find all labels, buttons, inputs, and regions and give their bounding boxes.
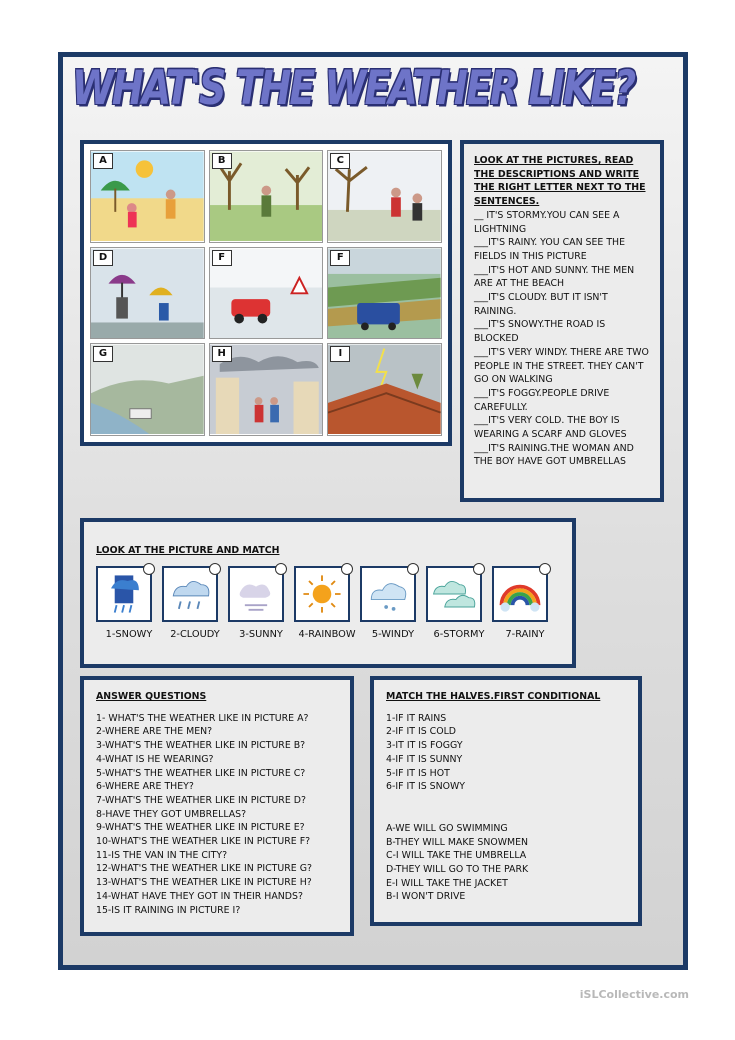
weather-label: 5-WINDY (371, 629, 415, 640)
instruction-item: ___IT'S FOGGY.PEOPLE DRIVE CAREFULLY. (474, 387, 610, 413)
answer-questions-panel (80, 676, 354, 936)
instruction-item: ___IT'S RAINY. YOU CAN SEE THE FIELDS IN THIS PICTURE (474, 237, 626, 262)
sun-icon (294, 566, 350, 622)
weather-label: 4-RAINBOW (298, 629, 356, 640)
answer-circle[interactable] (539, 563, 551, 575)
answer-circle[interactable] (209, 563, 221, 575)
picture-letter: I (330, 346, 350, 362)
instruction-item: ___IT'S CLOUDY. BUT IT ISN'T RAINING. (474, 292, 608, 317)
picture-b (209, 150, 324, 243)
question-item: 15-IS IT RAINING IN PICTURE I? (96, 904, 241, 916)
halves-heading: MATCH THE HALVES.FIRST CONDITIONAL (386, 691, 601, 702)
weather-label: 1-SNOWY (105, 629, 153, 640)
question-item: 1- WHAT'S THE WEATHER LIKE IN PICTURE A? (96, 712, 309, 724)
answer-heading: ANSWER QUESTIONS (96, 691, 207, 702)
weather-label: 6-STORMY (433, 629, 485, 640)
question-item: 12-WHAT'S THE WEATHER LIKE IN PICTURE G? (96, 863, 312, 875)
question-item: 14-WHAT HAVE THEY GOT IN THEIR HANDS? (96, 890, 303, 902)
question-item: 5-WHAT'S THE WEATHER LIKE IN PICTURE C? (96, 767, 306, 779)
worksheet-title: WHAT'S THE WEATHER LIKE? (72, 60, 635, 115)
picture-c (327, 150, 442, 243)
question-item: 2-WHERE ARE THE MEN? (96, 726, 213, 738)
picture-letter: F (212, 250, 232, 266)
weather-label: 2-CLOUDY (170, 629, 220, 640)
weather-label: 3-SUNNY (239, 629, 283, 640)
rainbow-icon (492, 566, 548, 622)
picture-f (327, 247, 442, 340)
cloud-icon (360, 566, 416, 622)
question-item: 10-WHAT'S THE WEATHER LIKE IN PICTURE F? (96, 836, 311, 848)
picture-letter: G (93, 346, 113, 362)
instruction-item: __ IT'S STORMY.YOU CAN SEE A LIGHTNING (474, 209, 620, 235)
picture-a (90, 150, 205, 243)
question-item: 13-WHAT'S THE WEATHER LIKE IN PICTURE H? (96, 877, 312, 889)
picture-letter: A (93, 153, 113, 169)
match-halves-panel (370, 676, 642, 926)
instructions-panel (460, 140, 664, 502)
match-panel (80, 518, 576, 668)
weather-label: 7-RAINY (505, 629, 545, 640)
picture-grid (90, 150, 442, 436)
second-half-item: A-WE WILL GO SWIMMING (386, 822, 508, 834)
picture-letter: B (212, 153, 232, 169)
picture-letter: H (212, 346, 232, 362)
instruction-item: ___IT'S HOT AND SUNNY. THE MEN ARE AT THE BEACH (474, 264, 635, 290)
question-item: 11-IS THE VAN IN THE CITY? (96, 849, 228, 861)
picture-i (327, 343, 442, 436)
weather-icon-row (96, 566, 548, 622)
first-half-item: 2-IF IT IS COLD (386, 726, 457, 738)
answer-circle[interactable] (275, 563, 287, 575)
picture-e (209, 247, 324, 340)
watermark: iSLCollective.com (579, 988, 689, 1001)
picture-d (90, 247, 205, 340)
second-half-item: E-I WILL TAKE THE JACKET (386, 877, 508, 889)
rain-cloud-icon (96, 566, 152, 622)
second-half-item: C-I WILL TAKE THE UMBRELLA (386, 850, 527, 862)
answer-circle[interactable] (407, 563, 419, 575)
pictures-panel (80, 140, 452, 446)
match-heading: LOOK AT THE PICTURE AND MATCH (96, 545, 280, 556)
second-half-item: D-THEY WILL GO TO THE PARK (386, 864, 529, 876)
instruction-item: ___IT'S SNOWY.THE ROAD IS BLOCKED (474, 319, 606, 345)
instruction-item: ___IT'S RAINING.THE WOMAN AND THE BOY HAVE GOT UMBRELLAS (474, 442, 634, 468)
first-half-item: 4-IF IT IS SUNNY (386, 753, 463, 765)
picture-h (209, 343, 324, 436)
question-item: 7-WHAT'S THE WEATHER LIKE IN PICTURE D? (96, 794, 306, 806)
wind-icon (228, 566, 284, 622)
instructions-heading: LOOK AT THE PICTURES, READ THE DESCRIPTIONS AND WRITE THE RIGHT LETTER NEXT TO THE SENTENCES. (474, 155, 646, 208)
clouds-icon (426, 566, 482, 622)
instruction-item: ___IT'S VERY COLD. THE BOY IS WEARING A SCARF AND GLOVES (474, 415, 627, 441)
first-half-item: 3-IT IT IS FOGGY (386, 740, 463, 752)
cloud-rain-icon (162, 566, 218, 622)
answer-circle[interactable] (143, 563, 155, 575)
question-item: 8-HAVE THEY GOT UMBRELLAS? (96, 808, 247, 820)
first-half-item: 6-IF IT IS SNOWY (386, 781, 465, 793)
answer-circle[interactable] (341, 563, 353, 575)
weather-label-row (96, 628, 558, 642)
picture-g (90, 343, 205, 436)
instruction-item: ___IT'S VERY WINDY. THERE ARE TWO PEOPLE IN THE STREET. THEY CAN'T GO ON WALKING (474, 346, 649, 386)
picture-letter: C (330, 153, 350, 169)
second-half-item: B-THEY WILL MAKE SNOWMEN (386, 836, 529, 848)
second-half-item: B-I WON'T DRIVE (386, 891, 466, 903)
first-half-item: 1-IF IT RAINS (386, 712, 447, 724)
first-half-item: 5-IF IT IS HOT (386, 767, 450, 779)
answer-circle[interactable] (473, 563, 485, 575)
picture-letter: F (330, 250, 350, 266)
question-item: 4-WHAT IS HE WEARING? (96, 753, 214, 765)
question-item: 6-WHERE ARE THEY? (96, 781, 194, 793)
picture-letter: D (93, 250, 113, 266)
question-item: 9-WHAT'S THE WEATHER LIKE IN PICTURE E? (96, 822, 305, 834)
question-item: 3-WHAT'S THE WEATHER LIKE IN PICTURE B? (96, 740, 306, 752)
